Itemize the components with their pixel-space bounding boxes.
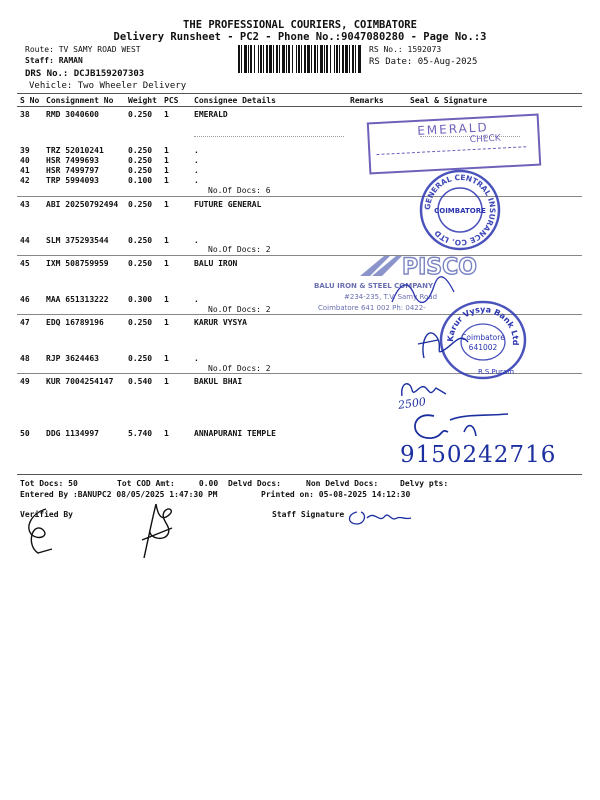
row-sno: 41 bbox=[20, 166, 30, 175]
emerald-stamp bbox=[367, 114, 541, 175]
kvb-signature-scribble bbox=[414, 322, 474, 362]
row-weight: 0.250 bbox=[128, 259, 153, 268]
drs-number: DRS No.: DCJB159207303 bbox=[25, 69, 145, 79]
staff-label: Staff: RAMAN bbox=[25, 56, 83, 65]
row-pcs: 1 bbox=[164, 236, 169, 245]
rs-number: RS No.: 1592073 bbox=[369, 45, 442, 54]
row-consignment: KUR 7004254147 bbox=[46, 377, 114, 386]
row-consignee: . bbox=[194, 176, 199, 185]
table-bottom-rule bbox=[17, 474, 582, 475]
runsheet-title: Delivery Runsheet - PC2 - Phone No.:9047080280 - Page No.:3 bbox=[113, 31, 487, 43]
kvb-pin: 641002 bbox=[468, 343, 498, 352]
row-pcs: 1 bbox=[164, 110, 169, 119]
row-weight: 0.250 bbox=[128, 236, 153, 245]
row-weight: 0.250 bbox=[128, 200, 153, 209]
row-consignment: HSR 7499797 bbox=[46, 166, 99, 175]
row-consignment: ABI 20250792494 bbox=[46, 200, 119, 209]
verified-by-label: Verified By bbox=[20, 510, 73, 519]
row-divider bbox=[194, 136, 344, 137]
balu-stamp-city: Coimbatore 641 002 Ph: 0422- bbox=[318, 304, 426, 312]
row-weight: 0.250 bbox=[128, 166, 153, 175]
printed-on: Printed on: 05-08-2025 14:12:30 bbox=[261, 490, 411, 499]
row-pcs: 1 bbox=[164, 200, 169, 209]
row-sno: 46 bbox=[20, 295, 30, 304]
row-consignment: DDG 1134997 bbox=[46, 429, 99, 438]
kvb-area: R.S.Puram bbox=[477, 368, 515, 376]
col-remarks: Remarks bbox=[350, 96, 384, 105]
staff-signature-scribble bbox=[345, 506, 415, 528]
row-pcs: 1 bbox=[164, 146, 169, 155]
emerald-stamp-check: CHECK bbox=[469, 133, 501, 146]
col-consignment: Consignment No bbox=[46, 96, 114, 105]
row-consignee: BAKUL BHAI bbox=[194, 377, 243, 386]
col-pcs: PCS bbox=[164, 96, 179, 105]
row-weight: 5.740 bbox=[128, 429, 153, 438]
staff-signature-label: Staff Signature bbox=[272, 510, 345, 519]
row-sno: 44 bbox=[20, 236, 30, 245]
row-pcs: 1 bbox=[164, 176, 169, 185]
row-consignment: EDQ 16789196 bbox=[46, 318, 104, 327]
row-sno: 40 bbox=[20, 156, 30, 165]
row-weight: 0.100 bbox=[128, 176, 153, 185]
row-consignee: . bbox=[194, 236, 199, 245]
docs-count-note: No.Of Docs: 2 bbox=[208, 305, 271, 314]
row-weight: 0.250 bbox=[128, 146, 153, 155]
row-pcs: 1 bbox=[164, 377, 169, 386]
row-consignment: SLM 375293544 bbox=[46, 236, 109, 245]
handwritten-phone: 9150242716 bbox=[400, 442, 557, 468]
insurance-city: COIMBATORE bbox=[434, 207, 486, 215]
delivery-points: Delvy pts: bbox=[400, 479, 449, 488]
total-docs: Tot Docs: 50 bbox=[20, 479, 78, 488]
row-sno: 39 bbox=[20, 146, 30, 155]
row-consignment: MAA 651313222 bbox=[46, 295, 109, 304]
row-sno: 48 bbox=[20, 354, 30, 363]
row-pcs: 1 bbox=[164, 166, 169, 175]
row-consignee: BALU IRON bbox=[194, 259, 238, 268]
row-rule bbox=[17, 255, 582, 256]
table-top-rule bbox=[17, 93, 582, 94]
row-sno: 45 bbox=[20, 259, 30, 268]
row-consignee: FUTURE GENERAL bbox=[194, 200, 262, 209]
row-consignment: TRP 5994093 bbox=[46, 176, 99, 185]
row-sno: 43 bbox=[20, 200, 30, 209]
company-title: THE PROFESSIONAL COURIERS, COIMBATORE bbox=[183, 19, 417, 31]
row-consignee: . bbox=[194, 146, 199, 155]
row-weight: 0.250 bbox=[128, 156, 153, 165]
docs-count-note: No.Of Docs: 6 bbox=[208, 186, 271, 195]
emerald-stamp-title: EMERALD bbox=[416, 120, 490, 138]
verifier-second-signature-scribble bbox=[138, 500, 178, 560]
row-consignee: ANNAPURANI TEMPLE bbox=[194, 429, 276, 438]
insurance-round-stamp bbox=[418, 168, 502, 252]
row-pcs: 1 bbox=[164, 156, 169, 165]
col-consignee: Consignee Details bbox=[194, 96, 276, 105]
row-consignment: HSR 7499693 bbox=[46, 156, 99, 165]
row-pcs: 1 bbox=[164, 318, 169, 327]
barcode bbox=[238, 45, 364, 73]
row-consignee: . bbox=[194, 166, 199, 175]
insurance-ring-text: GENERAL CENTRAL INSURANCE CO. LTD bbox=[422, 172, 498, 248]
vehicle-label: Vehicle: Two Wheeler Delivery bbox=[29, 81, 187, 91]
row-consignee: KARUR VYSYA bbox=[194, 318, 247, 327]
row-weight: 0.250 bbox=[128, 110, 153, 119]
annapurani-signature-scribble bbox=[404, 406, 514, 446]
kvb-city: Coimbatore bbox=[461, 333, 505, 342]
route-label: Route: TV SAMY ROAD WEST bbox=[25, 45, 141, 54]
row-pcs: 1 bbox=[164, 295, 169, 304]
row-consignee: . bbox=[194, 354, 199, 363]
kvb-ring-text: Karur Vysya Bank Ltd bbox=[445, 304, 521, 346]
row-sno: 47 bbox=[20, 318, 30, 327]
non-delivered-docs: Non Delvd Docs: bbox=[306, 479, 379, 488]
row-consignee: . bbox=[194, 156, 199, 165]
col-seal-signature: Seal & Signature bbox=[410, 96, 488, 105]
col-sno: S No bbox=[20, 96, 40, 105]
row-consignee: . bbox=[194, 295, 199, 304]
row-pcs: 1 bbox=[164, 259, 169, 268]
row-consignment: IXM 508759959 bbox=[46, 259, 109, 268]
table-header-rule bbox=[17, 106, 582, 107]
row-weight: 0.250 bbox=[128, 354, 153, 363]
docs-count-note: No.Of Docs: 2 bbox=[208, 364, 271, 373]
row-sno: 38 bbox=[20, 110, 30, 119]
row-weight: 0.250 bbox=[128, 318, 153, 327]
row-consignment: RMD 3040600 bbox=[46, 110, 99, 119]
balu-stamp-name: BALU IRON & STEEL COMPANY bbox=[314, 282, 434, 290]
row-weight: 0.540 bbox=[128, 377, 153, 386]
docs-count-note: No.Of Docs: 2 bbox=[208, 245, 271, 254]
row-sno: 49 bbox=[20, 377, 30, 386]
row-sno: 50 bbox=[20, 429, 30, 438]
bakul-handwritten-number: 2500 bbox=[397, 395, 427, 412]
row-pcs: 1 bbox=[164, 429, 169, 438]
verified-signature-scribble bbox=[22, 505, 62, 557]
row-consignment: TRZ 52010241 bbox=[46, 146, 104, 155]
row-consignment: RJP 3624463 bbox=[46, 354, 99, 363]
row-pcs: 1 bbox=[164, 354, 169, 363]
rs-date: RS Date: 05-Aug-2025 bbox=[369, 57, 478, 67]
pisco-logo-text: PISCO bbox=[402, 255, 478, 280]
row-sno: 42 bbox=[20, 176, 30, 185]
col-weight: Weight bbox=[128, 96, 157, 105]
entered-by: Entered By :BANUPC2 08/05/2025 1:47:30 PM bbox=[20, 490, 218, 499]
row-weight: 0.300 bbox=[128, 295, 153, 304]
row-consignee: EMERALD bbox=[194, 110, 228, 119]
delivered-docs: Delvd Docs: bbox=[228, 479, 281, 488]
total-cod: Tot COD Amt: 0.00 bbox=[117, 479, 219, 488]
balu-stamp-address: #234-235, T.V. Samy Road bbox=[344, 293, 438, 301]
